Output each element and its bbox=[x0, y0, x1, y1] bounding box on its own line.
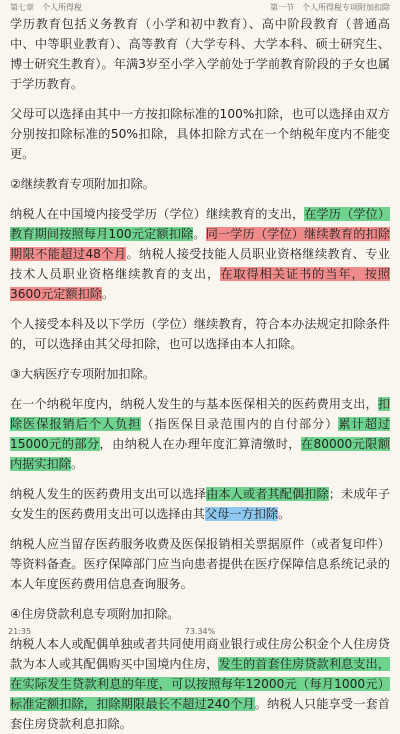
highlighted-text: 由本人或者其配偶扣除 bbox=[206, 487, 329, 501]
highlighted-text: 在80000元限额内据实扣除 bbox=[10, 437, 391, 471]
paragraph bbox=[10, 314, 390, 354]
paragraph bbox=[10, 14, 390, 94]
text-segment: ；未成年子女发生的医药费用支出可以选择由其 bbox=[10, 487, 391, 521]
text-segment: 。 bbox=[278, 507, 291, 521]
paragraph bbox=[10, 604, 390, 624]
text-segment: ③大病医疗专项附加扣除。 bbox=[10, 367, 155, 381]
highlighted-text: 发生的首套住房贷款利息支出，在实际发生贷款利息的年度，可以按照每年12000元（每月1000元）标准定额扣除，扣除期限最长不超过240个月 bbox=[10, 657, 391, 711]
text-segment: 纳税人本人或配偶单独或者共同使用商业银行或住房公积金个人住房贷款为本人或其配偶购买中国境内住房， bbox=[10, 637, 390, 671]
paragraph bbox=[10, 364, 390, 384]
text-segment: 学历教育包括义务教育（小学和初中教育）、高中阶段教育（普通高中、中等职业教育）、高等教育（大学专科、大学本科、硕士研究生、博士研究生教育）。年满3岁至小学入学前处于学前教育阶段的子女也属于学历教育。 bbox=[10, 17, 390, 91]
highlighted-text: 累计超过15000元的部分 bbox=[10, 417, 391, 451]
highlighted-text: 父母一方扣除 bbox=[205, 507, 279, 521]
paragraph bbox=[10, 534, 390, 594]
page-header bbox=[0, 0, 400, 14]
highlighted-text: 在学历（学位）教育期间按照每月100元定额扣除 bbox=[10, 207, 391, 241]
highlighted-text: 扣除医保报销后个人负担 bbox=[10, 397, 390, 431]
zoom-level[interactable]: 73.34% bbox=[184, 626, 216, 636]
paragraph bbox=[10, 174, 390, 194]
text-segment: ④住房贷款利息专项附加扣除。 bbox=[10, 607, 180, 621]
highlighted-text: 在取得相关证书的当年，按照3600元定额扣除 bbox=[10, 267, 391, 301]
paragraph bbox=[10, 104, 390, 164]
text-segment: 纳税人发生的医药费用支出可以选择 bbox=[10, 487, 207, 501]
text-segment: 纳税人在中国境内接受学历（学位）继续教育的支出， bbox=[10, 207, 305, 221]
status-bar bbox=[0, 622, 400, 640]
clock-text: 21:35 bbox=[8, 626, 32, 636]
text-segment: 。 bbox=[101, 287, 115, 301]
highlighted-text: 同一学历（学位）继续教育的扣除期限不能超过48个月 bbox=[10, 227, 391, 261]
paragraph bbox=[10, 634, 390, 734]
text-segment: 。纳税人接受技能人员职业资格继续教育、专业技术人员职业资格继续教育的支出， bbox=[10, 247, 390, 281]
text-segment: 纳税人应当留存医药服务收费及医保报销相关票据原件（或者复印件）等资料备查。医疗保障部门应当向患者提供在医疗保障信息系统记录的本人年度医药费用信息查询服务。 bbox=[10, 537, 390, 591]
text-segment: （指医保目录范围内的自付部分） bbox=[141, 417, 339, 431]
text-segment: 个人接受本科及以下学历（学位）继续教育，符合本办法规定扣除条件的，可以选择由其父母扣除，也可以选择由本人扣除。 bbox=[10, 317, 390, 351]
section-title: 第一节 个人所得税专项附加扣除 bbox=[270, 2, 390, 12]
text-segment: 在一个纳税年度内，纳税人发生的与基本医保相关的医药费用支出， bbox=[10, 397, 378, 411]
text-segment: 。纳税人只能享受一套首套住房贷款利息扣除。 bbox=[10, 697, 390, 731]
paragraph bbox=[10, 204, 390, 304]
text-segment: 父母可以选择由其中一方按扣除标准的100%扣除，也可以选择由双方分别按扣除标准的50%扣除，具体扣除方式在一个纳税年度内不能变更。 bbox=[10, 107, 390, 161]
paragraph bbox=[10, 484, 390, 524]
chapter-title: 第七章 个人所得税 bbox=[10, 2, 82, 12]
text-segment: ②继续教育专项附加扣除。 bbox=[10, 177, 155, 191]
text-segment: 。 bbox=[70, 457, 84, 471]
paragraph bbox=[10, 394, 390, 474]
text-segment: ，由纳税人在办理年度汇算清缴时， bbox=[99, 437, 301, 451]
text-segment: 。 bbox=[193, 227, 206, 241]
